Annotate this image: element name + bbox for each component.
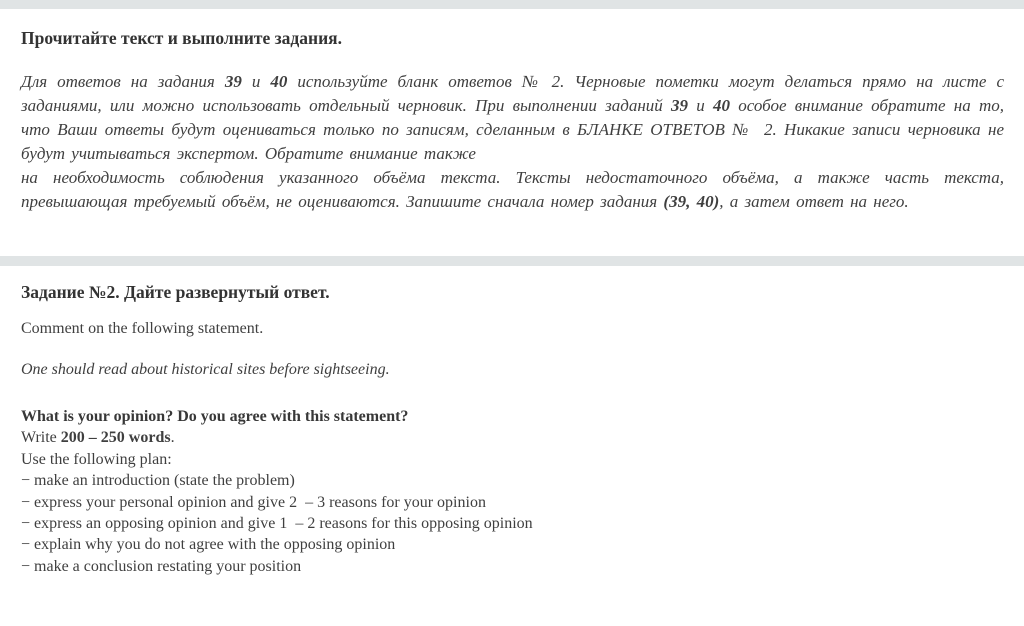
write-instruction (21, 427, 1004, 448)
text-segment: (39, 40) (663, 192, 720, 211)
plan-list (21, 470, 1004, 577)
task-heading: Задание №2. Дайте развернутый ответ. (21, 282, 330, 302)
text-segment: 200 – 250 words (60, 429, 171, 447)
text-segment: . (170, 429, 175, 447)
section-divider-strip (0, 256, 1024, 266)
text-segment: и (241, 72, 271, 91)
text-segment: используйте бланк ответов № 2. Черновые пометки могут делаться прямо на листе с заданиями, или можно использовать отдельный черновик. При выполнении заданий (21, 72, 1004, 115)
task-statement: One should read about historical sites before sightseeing. (21, 361, 390, 378)
text-segment: особое внимание обратите на то, что Ваши ответы будут оцениваться только по записям, сделанным в БЛАНКЕ ОТВЕТОВ № 2. Никакие записи черновика не будут учитываться экспертом. Обратите внимание также (21, 96, 1005, 163)
plan-item: − express an opposing opinion and give 1 – 2 reasons for this opposing opinion (21, 515, 533, 533)
text-segment: 40 (713, 96, 731, 115)
plan-item: − make a conclusion restating your position (21, 557, 302, 575)
top-divider-strip (0, 0, 1024, 9)
plan-intro: Use the following plan: (21, 450, 172, 468)
text-segment: и (688, 96, 714, 115)
task-prompt: Comment on the following statement. (21, 320, 264, 337)
instructions-section (0, 9, 1024, 256)
text-segment: Write (21, 429, 61, 447)
instructions-paragraph (21, 70, 1004, 214)
plan-item: − explain why you do not agree with the opposing opinion (21, 536, 396, 554)
text-segment: на необходимость соблюдения указанного объёма текста. Тексты недостаточного объёма, а также часть текста, превышающая требуемый объём, не оцениваются. Запишите сначала номер задания (21, 168, 1004, 211)
text-segment: , а затем ответ на него. (719, 192, 909, 211)
instructions-heading: Прочитайте текст и выполните задания. (21, 28, 343, 48)
opinion-question: What is your opinion? Do you agree with this statement? (21, 408, 409, 425)
text-segment: 40 (270, 72, 288, 91)
task-section (0, 266, 1024, 626)
task-requirements (21, 406, 1004, 577)
text-segment: 39 (671, 96, 689, 115)
text-segment: Для ответов на задания (21, 72, 225, 91)
plan-item: − express your personal opinion and give 2 – 3 reasons for your opinion (21, 493, 486, 511)
plan-item: − make an introduction (state the problem) (21, 472, 295, 490)
text-segment: 39 (224, 72, 242, 91)
